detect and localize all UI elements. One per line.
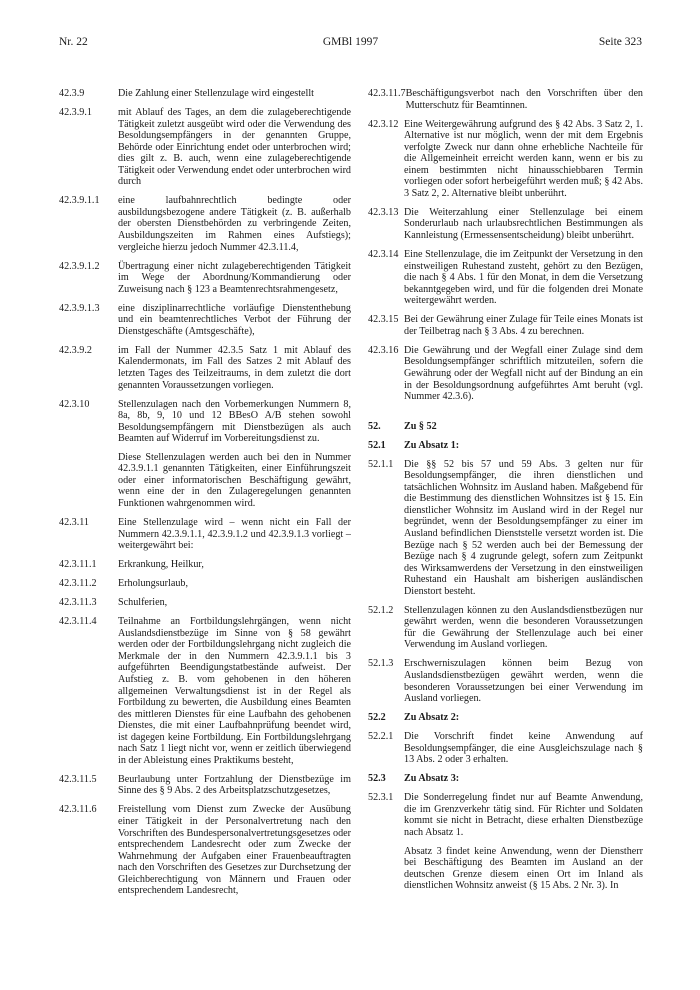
paragraph-text: Die §§ 52 bis 57 und 59 Abs. 3 gelten nur für Besoldungsempfänger, die ihren dienstlichen und tatsächlichen Wohnsitz im Ausland haben. Maßgebend für die Bestimmung des dienstlichen Wohnsitzes ist § 15. Ein dienstlicher Wohnsitz im Ausland wird in der Regel nur begründet, wenn der Besoldungsempfänger zu einer im Ausland befindlichen Dienststelle versetzt worden ist. Die Bezüge nach § 52 werden auch bei der Bemessung der Bezüge nach § 4 zugrunde gelegt, sofern zum Zeitpunkt des Wirksamwerdens der Versetzung in den einstweiligen Ruhestand ein Haushalt am bisherigen ausländischen Dienstort besteht. xyxy=(404,458,643,597)
paragraph-number: 42.3.11.1 xyxy=(59,559,97,571)
page-header xyxy=(59,36,642,52)
paragraph-text: eine disziplinarrechtliche vorläufige Dienstenthebung und ein beamtenrechtliches Verbot der Führung der Dienstgeschäfte (Amtsgeschäfte), xyxy=(118,302,351,337)
paragraph-entry xyxy=(368,658,643,704)
paragraph-text: im Fall der Nummer 42.3.5 Satz 1 mit Ablauf des Kalendermonats, im Fall des Satzes 2 mit Ablauf des letzten Tages des Teilzeitraums, in dem zuletzt die dort genannten Voraussetzungen vorliegen. xyxy=(118,344,351,391)
paragraph-text: Zu Absatz 1: xyxy=(404,439,460,451)
paragraph-entry xyxy=(368,345,643,403)
paragraph-text: Zu Absatz 2: xyxy=(404,712,460,724)
paragraph-number: 42.3.12 xyxy=(368,118,399,130)
paragraph-number: 42.3.9.1.1 xyxy=(59,195,100,207)
paragraph-entry xyxy=(59,195,351,253)
paragraph-text: Schulferien, xyxy=(118,597,168,609)
section-heading xyxy=(368,440,643,452)
paragraph-text: mit Ablauf des Tages, an dem die zulageberechtigende Tätigkeit zuletzt ausgeübt wird oder die Verwendung des Besoldungsempfängers in der genannten Gruppe, Behörde oder Einrichtung endet oder unterbrochen wird; dies gilt z. B. auch, wenn eine zulageberechtigende Tätigkeit oder Verwendung endet oder unterbrochen wird durch xyxy=(118,107,351,188)
paragraph-entry xyxy=(59,774,351,797)
paragraph-entry xyxy=(59,578,351,590)
paragraph-entry xyxy=(368,314,643,337)
paragraph-entry xyxy=(59,303,351,338)
paragraph-number: 42.3.11.4 xyxy=(59,616,97,628)
paragraph-number: 42.3.9.2 xyxy=(59,344,92,356)
paragraph-number: 52.1.2 xyxy=(368,604,394,616)
journal-title: GMBl 1997 xyxy=(322,36,379,48)
paragraph-number: 42.3.11 xyxy=(59,517,89,528)
paragraph-number: 52.3 xyxy=(368,773,386,785)
paragraph-text: Zu Absatz 3: xyxy=(404,773,460,785)
paragraph-number: 42.3.9.1 xyxy=(59,107,92,119)
paragraph-text: Eine Weitergewährung aufgrund des § 42 Abs. 3 Satz 2, 1. Alternative ist nur möglich, wenn der mit dem Ergebnis verfolgte Zweck nur dann ohne erhebliche Nachteile für die Allgemeinheit erreicht werden kann, wenn er bis zu einem bestimmten nicht hinausschiebbaren Termin vorliegen oder sofort herbeigeführt werden muß; § 42 Abs. 3 Satz 2, 2. Alternative bleibt unberührt. xyxy=(404,118,643,199)
paragraph-entry xyxy=(368,119,643,200)
paragraph-text: Eine Stellenzulage wird – wenn nicht ein Fall der Nummern 42.3.9.1.1, 42.3.9.1.2 und 42.3.9.1.3 vorliegt – weitergewährt bei: xyxy=(118,517,351,552)
paragraph-entry xyxy=(59,399,351,510)
paragraph-text: Teilnahme an Fortbildungslehrgängen, wenn nicht Auslandsdienstbezüge im Sinne von § 58 gewährt werden oder der Fortbildungslehrgang nicht zugleich die Merkmale der in den Nummern 42.3.9.1.1 bis 3 aufgeführten Beendigungstatbestände aufweist. Der Aufstieg z. B. vom gehobenen in den höheren allgemeinen Verwaltungsdienst ist in der Regel als Fortbildung zu bewerten, die Ausbildung eines Beamten des mittleren Dienstes für eine Laufbahn des gehobenen Dienstes, die mit einer Laufbahnprüfung beendet wird, ist dagegen keine Fortbildung. Ein Fortbildungslehrgang nach Satz 1 liegt nicht vor, wenn er zeitlich überwiegend in der Ableistung eines Praktikums besteht, xyxy=(118,616,351,766)
paragraph-number: 52.3.1 xyxy=(368,792,394,804)
paragraph-entry xyxy=(368,88,643,111)
paragraph-text: Übertragung einer nicht zulageberechtigenden Tätigkeit im Wege der Abordnung/Kommandierung oder Zuweisung nach § 123 a Beamtenrechtsrahmengesetz, xyxy=(118,260,351,295)
paragraph-entry xyxy=(59,597,351,609)
paragraph-entry xyxy=(59,345,351,391)
paragraph-text: Die Weiterzahlung einer Stellenzulage bei einem Sonderurlaub nach urlaubsrechtlichen Bestimmungen als Kannleistung (Ermessensentscheidung) bleibt unberührt. xyxy=(404,206,643,242)
paragraph-text: Die Zahlung einer Stellenzulage wird eingestellt xyxy=(118,88,314,99)
paragraph-entry xyxy=(59,88,351,100)
paragraph-number: 42.3.15 xyxy=(368,314,399,326)
paragraph-entry xyxy=(368,605,643,651)
paragraph-text: Die Sonderregelung findet nur auf Beamte Anwendung, die im Grenzverkehr tätig sind. Für Richter und Soldaten kommt sie nicht in Betracht, diese erhalten Dienstbezüge nach Absatz 1. Absatz 3 findet keine Anwendung, wenn der Dienstherr bei Beschäftigung des Beamten im Ausland an der deutschen Grenze diesem einen Ort im Inland als dienstlichen Wohnsitz anweist (§ 15 Abs. 2 Nr. 3). In xyxy=(404,792,643,892)
paragraph-text: Bei der Gewährung einer Zulage für Teile eines Monats ist der Teilbetrag nach § 3 Abs. 4 zu berechnen. xyxy=(404,314,643,337)
paragraph-number: 42.3.9.1.3 xyxy=(59,302,100,314)
issue-number: Nr. 22 xyxy=(59,36,88,48)
paragraph-text: Zu § 52 xyxy=(404,420,437,432)
paragraph-text: Freistellung vom Dienst zum Zwecke der Ausübung einer Tätigkeit in der Personalvertretung nach den Vorschriften des Bundespersonalvertretungsgesetzes oder entsprechendem Landesrecht oder zum Zwecke der Wahrnehmung der Aufgaben einer Frauenbeauftragten nach den Vorschriften des Gesetzes zur Durchsetzung der Gleichberechtigung von Männern und Frauen oder entsprechendem Landesrecht, xyxy=(118,804,351,897)
paragraph-text: Erkrankung, Heilkur, xyxy=(118,559,204,571)
paragraph-number: 52.1.3 xyxy=(368,658,394,670)
left-column xyxy=(59,88,351,904)
paragraph-number: 42.3.11.3 xyxy=(59,597,97,609)
paragraph-text: Eine Stellenzulage, die im Zeitpunkt der Versetzung in den einstweiligen Ruhestand zusteht, gehört zu den Bezügen, die nach § 4 Abs. 1 für den Monat, in dem die Versetzung bekanntgegeben wird, und für die folgenden drei Monate weitergewährt werden. xyxy=(404,249,643,307)
paragraph-number: 42.3.11.7 xyxy=(368,88,406,99)
paragraph-text: Stellenzulagen können zu den Auslandsdienstbezügen nur gewährt werden, wenn die besonderen Voraussetzungen für die Gewährung der Stellenzulage auch bei einer Verwendung im Ausland vorliegen. xyxy=(404,604,643,651)
section-heading xyxy=(368,773,643,785)
paragraph-entry xyxy=(368,249,643,307)
paragraph-number: 42.3.16 xyxy=(368,344,399,356)
paragraph-number: 52.2.1 xyxy=(368,731,394,743)
section-heading xyxy=(368,712,643,724)
paragraph-text: eine laufbahnrechtlich bedingte oder ausbildungsbezogene andere Tätigkeit (z. B. außerhalb der obersten Dienstbehörden zu verbringende Zeiten, Ausbildungszeiten im Rahmen eines Aufstiegs); vergleiche hierzu jedoch Nummer 42.3.11.4, xyxy=(118,195,351,253)
paragraph-number: 42.3.11.5 xyxy=(59,773,97,785)
section-heading xyxy=(368,421,643,433)
paragraph-number: 52.1.1 xyxy=(368,458,394,470)
paragraph-entry xyxy=(59,559,351,571)
paragraph-entry xyxy=(59,261,351,296)
paragraph-number: 42.3.10 xyxy=(59,398,90,410)
paragraph-number: 42.3.9 xyxy=(59,88,85,99)
paragraph-text: Die Gewährung und der Wegfall einer Zulage sind dem Besoldungsempfänger schriftlich mitzuteilen, sofern die Gewährung oder der Wegfall nicht auf der Bindung an ein in der Besoldungsordnung aufgeführtes Amt beruht (vgl. Nummer 42.3.6). xyxy=(404,344,643,403)
paragraph-number: 42.3.14 xyxy=(368,249,399,261)
paragraph-text: Stellenzulagen nach den Vorbemerkungen Nummern 8, 8a, 8b, 9, 10 und 12 BBesO A/B stehen sowohl Besoldungsempfängern mit Dienstbezügen als auch Beamten auf Widerruf im Vorbereitungsdienst zu. Diese Stellenzulagen werden auch bei den in Nummer 42.3.9.1.1 genannten Tätigkeiten, einer Einführungszeit oder einer informatorischen Beschäftigung gewährt, wenn eine der in den Zulageregelungen genannten Funktionen wahrgenommen wird. xyxy=(118,398,351,509)
paragraph-entry xyxy=(368,731,643,766)
paragraph-entry xyxy=(368,459,643,598)
right-column xyxy=(368,88,643,899)
paragraph-text: Erholungsurlaub, xyxy=(118,578,189,590)
paragraph-entry xyxy=(59,616,351,766)
paragraph-entry xyxy=(59,804,351,896)
paragraph-number: 52.2 xyxy=(368,712,386,724)
paragraph-entry xyxy=(368,207,643,242)
paragraph-text: Beurlaubung unter Fortzahlung der Dienstbezüge im Sinne des § 9 Abs. 2 des Arbeitsplatzschutzgesetzes, xyxy=(118,773,351,797)
page-number: Seite 323 xyxy=(598,36,642,48)
paragraph-number: 42.3.9.1.2 xyxy=(59,260,100,272)
paragraph-entry xyxy=(59,107,351,188)
paragraph-number: 52. xyxy=(368,420,381,432)
paragraph-number: 52.1 xyxy=(368,439,386,451)
paragraph-text: Erschwerniszulagen können beim Bezug von Auslandsdienstbezügen gewährt werden, wenn die besonderen Voraussetzungen bei einer Verwendung im Ausland vorliegen. xyxy=(404,658,643,705)
paragraph-entry xyxy=(368,792,643,891)
paragraph-number: 42.3.11.6 xyxy=(59,804,97,816)
paragraph-number: 42.3.11.2 xyxy=(59,578,97,590)
paragraph-text: Die Vorschrift findet keine Anwendung auf Besoldungsempfänger, die eine Ausgleichszulage nach § 13 Abs. 2 oder 3 erhalten. xyxy=(404,731,643,766)
paragraph-entry xyxy=(59,517,351,552)
paragraph-text: Beschäftigungsverbot nach den Vorschriften über den Mutterschutz für Beamtinnen. xyxy=(405,88,643,111)
paragraph-number: 42.3.13 xyxy=(368,206,399,218)
